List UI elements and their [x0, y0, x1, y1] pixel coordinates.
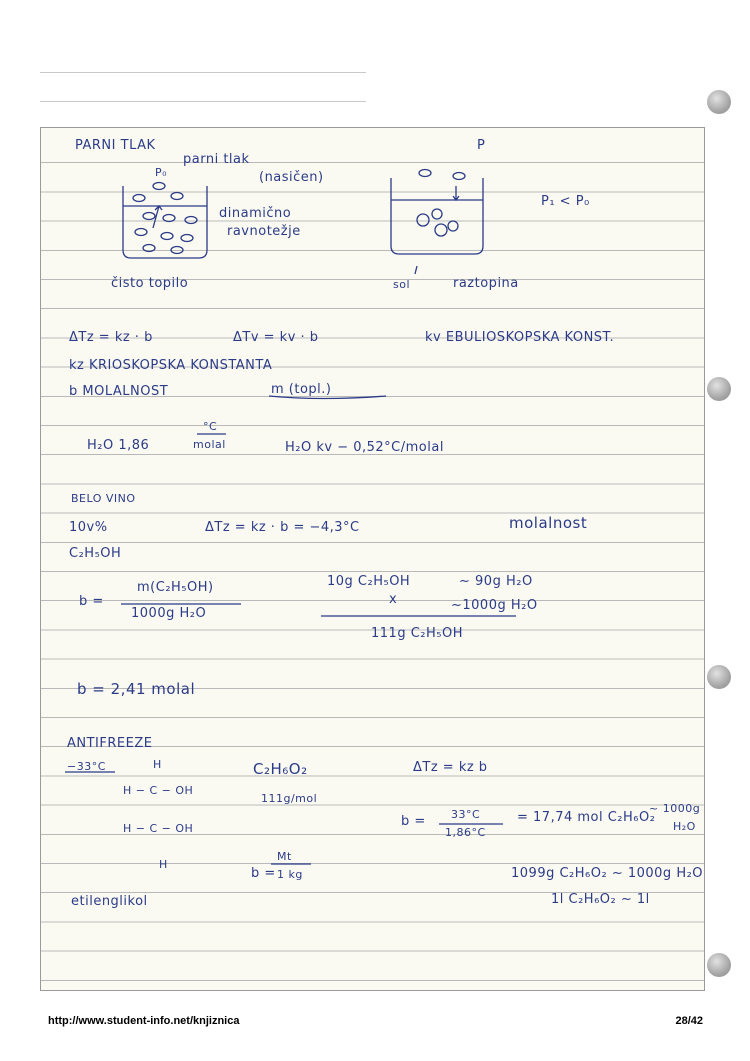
structure-row-1: H − C − OH: [123, 784, 194, 797]
molecule: [453, 173, 465, 180]
ratio-left: 10g C₂H₅OH: [327, 574, 411, 589]
section-title-vapor-pressure: PARNI TLAK: [75, 138, 156, 153]
punch-hole: [707, 90, 731, 114]
calc-result: = 17,74 mol C₂H₆O₂: [517, 810, 656, 825]
molecule: [419, 170, 431, 177]
kz-unit-molal: molal: [193, 438, 226, 451]
solute-particle: [448, 221, 458, 231]
equilibrium-note: ravnotežje: [227, 224, 301, 239]
top-rule-lines: [40, 72, 366, 130]
calc-right-1: ~ 1000g: [649, 802, 701, 815]
b-fraction-denominator: 1 kg: [277, 868, 303, 881]
fraction-denominator: 1000g H₂O: [131, 606, 207, 621]
ratio-denominator: 111g C₂H₅OH: [371, 626, 463, 641]
salt-label: sol: [393, 278, 411, 291]
solute-particle: [417, 214, 429, 226]
ratio-x: x: [389, 592, 398, 607]
water-kv: H₂O kv − 0,52°C/molal: [285, 440, 444, 455]
molality-definition: b MOLALNOST: [69, 384, 169, 399]
section-title-antifreeze: ANTIFREEZE: [67, 736, 153, 751]
calc-denominator: 1,86°C: [445, 826, 486, 839]
calc-right-2: H₂O: [673, 820, 696, 833]
fraction-numerator: m(C₂H₅OH): [137, 580, 214, 595]
antifreeze-freezing-equation: ΔTz = kz b: [413, 760, 488, 775]
pure-solvent-label: čisto topilo: [111, 276, 189, 291]
volume-percent: 10v%: [69, 520, 108, 535]
punch-hole: [707, 377, 731, 401]
antifreeze-temperature: −33°C: [67, 760, 106, 773]
page-footer: [40, 1015, 703, 1029]
molality-b-equals: b =: [79, 594, 104, 609]
molecule: [163, 215, 175, 222]
molecule: [133, 195, 145, 202]
solute-particle: [432, 209, 442, 219]
dynamic-note: dinamično: [219, 206, 292, 221]
ethylene-glycol-name: etilenglikol: [71, 894, 148, 909]
molality-unit: m (topl.): [271, 382, 332, 397]
p0-label: P₀: [155, 166, 168, 179]
solute-particle: [435, 224, 447, 236]
calc-b-equals: b =: [401, 814, 426, 829]
water-kz: H₂O 1,86: [87, 438, 150, 453]
solution-beaker: [391, 178, 483, 254]
punch-hole: [707, 665, 731, 689]
condensation-arrow: [453, 186, 459, 200]
section-title-white-wine: BELO VINO: [71, 492, 136, 505]
molecule: [143, 245, 155, 252]
molecule: [171, 193, 183, 200]
kz-unit-degree: °C: [203, 420, 218, 433]
ratio-right-2: ~1000g H₂O: [451, 598, 538, 613]
pressure-label: P: [477, 138, 486, 153]
wine-freezing-equation: ΔTz = kz · b = −4,3°C: [205, 520, 360, 535]
vapor-pressure-note: parni tlak: [183, 152, 250, 167]
molar-mass: 111g/mol: [261, 792, 318, 805]
pressure-comparison: P₁ < P₀: [541, 194, 590, 209]
ethanol-formula: C₂H₅OH: [69, 546, 122, 561]
cryoscopic-constant-definition: kz KRIOSKOPSKA KONSTANTA: [69, 358, 273, 373]
ethylene-glycol-formula: C₂H₆O₂: [253, 760, 308, 778]
solution-label: raztopina: [453, 276, 519, 291]
footer-url[interactable]: http://www.student-info.net/knjiznica: [48, 1015, 240, 1027]
beaker-sketches: [41, 128, 704, 990]
molecule: [185, 217, 197, 224]
boiling-point-formula: ΔTv = kv · b: [233, 330, 319, 345]
punch-hole: [707, 953, 731, 977]
molecule: [171, 247, 183, 254]
pure-solvent-beaker: [123, 186, 207, 258]
ratio-right: ~ 90g H₂O: [459, 574, 533, 589]
molecule: [135, 229, 147, 236]
ebullioscopic-constant-definition: kv EBULIOSKOPSKA KONST.: [425, 330, 615, 345]
structure-h-bottom: H: [159, 858, 168, 871]
molecule: [161, 233, 173, 240]
molecule: [153, 183, 165, 190]
structure-row-2: H − C − OH: [123, 822, 194, 835]
calc-numerator: 33°C: [451, 808, 481, 821]
molecule: [143, 213, 155, 220]
b-fraction-numerator: Mt: [277, 850, 292, 863]
glycol-mass-ratio: 1099g C₂H₆O₂ ~ 1000g H₂O: [511, 866, 704, 881]
molality-word: molalnost: [509, 514, 588, 532]
glycol-volume-ratio: 1l C₂H₆O₂ ~ 1l: [551, 892, 650, 907]
sol-pointer: [415, 266, 417, 274]
saturated-note: (nasičen): [259, 170, 324, 185]
structure-h-top: H: [153, 758, 162, 771]
molecule: [181, 235, 193, 242]
freezing-point-formula: ΔTz = kz · b: [69, 330, 153, 345]
wine-molality-result: b = 2,41 molal: [77, 680, 196, 698]
page-number: 28/42: [675, 1015, 703, 1027]
b-equals: b =: [251, 866, 276, 881]
notebook-page: [40, 127, 705, 991]
